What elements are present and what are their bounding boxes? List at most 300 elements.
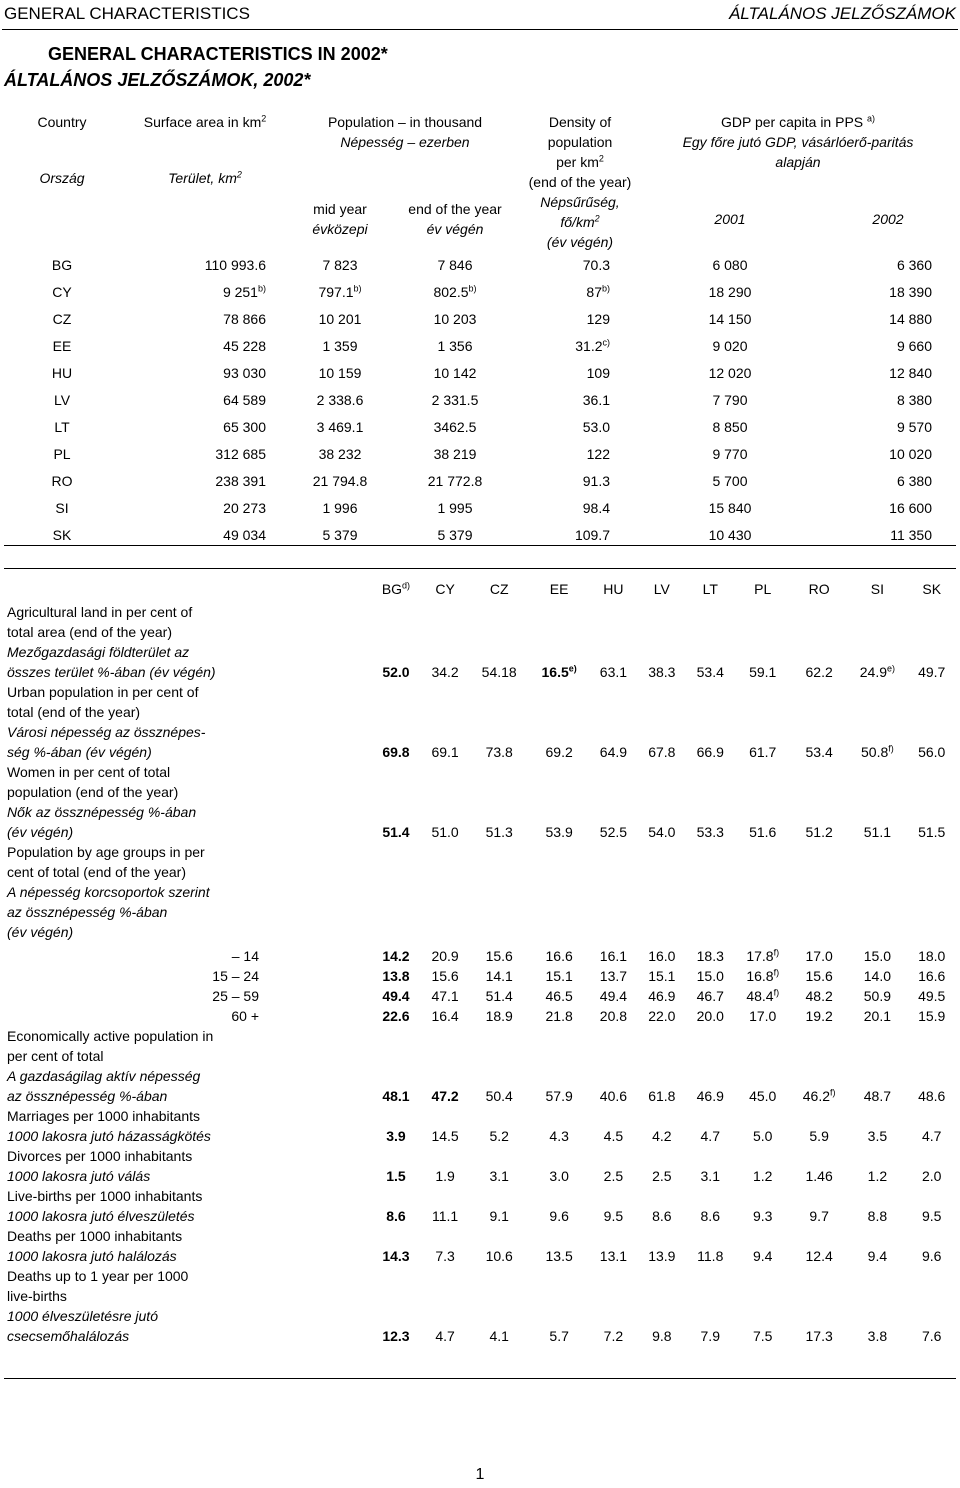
label-hu-line: (év végén) [7,924,74,940]
country-row [4,306,956,333]
page-title-hu: ÁLTALÁNOS JELZŐSZÁMOK, 2002* [4,70,311,90]
value-text: 4.7 [435,1328,455,1344]
running-header-left: GENERAL CHARACTERISTICS [4,4,250,23]
density-header-hu-3: (év végén) [546,234,614,250]
cell-dens [520,306,640,333]
gdp-header [640,112,956,186]
country-row [4,252,956,279]
indicator-value [589,1106,637,1146]
cell-value: 238 391 [215,473,266,489]
country-column-header [847,576,907,602]
indicator-value [529,1006,589,1026]
cell-end [390,279,520,306]
cell-area [120,387,290,414]
country-row [4,360,956,387]
indicator-value [791,842,847,942]
gdp-header-en: GDP per capita in PPS [720,114,864,130]
label-en-line: per cent of total [7,1048,104,1064]
footnote-mark: b) [353,283,362,294]
indicator-value [421,842,469,942]
indicator-value [469,842,529,942]
value-text: 53.4 [805,744,833,760]
value-text: 69.1 [431,744,459,760]
table2-bottom-rule [4,1378,956,1379]
table2-top-rule [4,568,956,569]
cell-value: 9 660 [896,338,932,354]
cell-g2 [820,279,956,306]
indicator-row [4,942,956,966]
label-en-line: population (end of the year) [7,784,179,800]
indicator-row [4,842,956,942]
value-text: 51.4 [382,824,410,840]
cell-value: 15 840 [708,500,752,516]
indicator-value [529,762,589,842]
footnote-mark: f) [830,1087,836,1098]
indicator-value [686,986,734,1006]
footnote-mark: f) [888,743,894,754]
density-header-en-2: per km [556,154,599,170]
indicator-value [371,1186,421,1226]
cell-value: 3462.5 [433,419,477,435]
indicator-row [4,682,956,762]
cell-g2 [820,468,956,495]
value-text: 9.4 [752,1248,773,1264]
label-en-line: Agricultural land in per cent of [7,604,193,620]
indicator-value [686,602,734,682]
indicator-value [791,762,847,842]
value-text: 73.8 [485,744,513,760]
value-text: 54.18 [481,664,517,680]
indicator-value [686,1226,734,1266]
cell-end [390,441,520,468]
value-text: 12.3 [382,1328,410,1344]
cell-value: 110 993.6 [204,257,266,273]
t2-corner [4,576,371,602]
cell-mid [290,441,390,468]
indicator-value [791,682,847,762]
cell-value: 98.4 [582,500,610,516]
value-text: 48.2 [805,988,833,1004]
cell-value: 9 570 [896,419,932,435]
value-text: 15.1 [545,968,573,984]
cell-value: 18 290 [708,284,752,300]
indicator-value [529,1026,589,1106]
indicator-value [907,602,956,682]
density-header-en-1: Density of population [547,114,613,150]
cell-area [120,414,290,441]
cell-area [120,306,290,333]
cell-g1 [640,252,820,279]
footnote-mark: b) [601,283,610,294]
value-text: 16.1 [599,948,628,964]
label-hu-line: ség %-ában (év végén) [7,744,152,760]
label-en-line: Deaths up to 1 year per 1000 [7,1268,189,1284]
indicator-value [469,1146,529,1186]
value-text: 2.0 [921,1168,942,1184]
indicator-row [4,762,956,842]
cell-value: 64 589 [223,392,266,408]
cell-value: 78 866 [223,311,266,327]
indicator-value [421,1026,469,1106]
indicator-value [734,602,790,682]
cell-value: 65 300 [223,419,266,435]
column-label: LT [702,581,718,597]
cell-end [390,468,520,495]
cell-value: 38 232 [318,446,362,462]
indicator-value [638,966,686,986]
country-column-header [734,576,790,602]
column-label: BG [381,581,403,597]
value-text: 13.1 [599,1248,628,1264]
indicator-value [791,986,847,1006]
value-text: 9.3 [752,1208,773,1224]
indicator-value [371,842,421,942]
value-text: 49.7 [918,664,946,680]
indicator-value [529,682,589,762]
indicator-value [686,942,734,966]
indicator-value [734,1106,790,1146]
country-column-header [638,576,686,602]
cell-value: 14 880 [889,311,932,327]
indicator-value [847,1226,907,1266]
value-text: 59.1 [749,664,777,680]
area-header: Surface area in $km^2$ Terület, $km^2$ [143,113,267,186]
value-text: 5.0 [752,1128,773,1144]
cell-dens [520,252,640,279]
indicator-value [421,1226,469,1266]
value-text: 52.5 [599,824,628,840]
cell-area [120,333,290,360]
indicator-value [734,1026,790,1106]
label-hu-line: Mezőgazdasági földterület az [7,644,190,660]
cell-value: 12 020 [708,365,752,381]
cell-g1 [640,333,820,360]
cell-value: 1 996 [322,500,358,516]
indicator-value [686,842,734,942]
label-en-line: cent of total (end of the year) [7,864,186,880]
country-code: CZ [52,311,72,327]
value-text: 18.9 [485,1008,513,1024]
cell-g2 [820,441,956,468]
value-text: 7.3 [435,1248,455,1264]
value-text: 4.2 [652,1128,672,1144]
indicator-value [638,842,686,942]
density-header-hu-1: Népsűrűség, [540,194,620,210]
label-hu-line: A gazdaságilag aktív népesség [7,1068,201,1084]
value-text: 11.8 [697,1248,724,1264]
cell-g1 [640,468,820,495]
value-text: 46.5 [545,988,573,1004]
indicator-value [686,682,734,762]
indicator-value [847,1186,907,1226]
cell-end [390,333,520,360]
value-text: 14.1 [485,968,513,984]
indicator-value [847,1266,907,1346]
value-text: 15.6 [485,948,513,964]
label-hu-line: összes terület %-ában (év végén) [7,664,216,680]
cell-mid [290,495,390,522]
value-text: 51.1 [863,824,892,840]
cell-value: 9 770 [712,446,748,462]
value-text: 20.0 [696,1008,724,1024]
demographic-indicators-table [4,576,956,1346]
cell-value: 1 356 [437,338,473,354]
label-hu-line: az össznépesség %-ában [7,904,168,920]
country-column-header [791,576,847,602]
indicator-value [734,966,790,986]
cell-area [120,468,290,495]
indicator-value [907,1186,956,1226]
label-hu-line: 1000 lakosra jutó válás [7,1168,151,1184]
indicator-row [4,1146,956,1186]
cell-mid [290,468,390,495]
country-row [4,387,956,414]
label-en-line: Live-births per 1000 inhabitants [7,1188,203,1204]
value-text: 13.9 [648,1248,676,1264]
indicator-value [371,1266,421,1346]
cell-dens [520,441,640,468]
value-text: 9.4 [867,1248,888,1264]
cell-g1 [640,441,820,468]
indicator-value [421,682,469,762]
indicator-value [638,682,686,762]
indicator-value [791,942,847,966]
indicator-value [847,966,907,986]
value-text: 53.3 [696,824,724,840]
indicator-row [4,1106,956,1146]
country-column-header [421,576,469,602]
value-text: 8.6 [700,1208,720,1224]
country-row [4,279,956,306]
value-text: 49.4 [599,988,628,1004]
value-text: 12.4 [805,1248,833,1264]
cell-mid [290,306,390,333]
cell-value: 1 995 [437,500,473,516]
indicator-value [371,1226,421,1266]
cell-value: 49 034 [223,527,266,543]
indicator-value [529,1266,589,1346]
country-code: EE [52,338,72,354]
cell-value: 21 794.8 [312,473,368,489]
value-text: 13.8 [382,968,410,984]
cell-value: 53.0 [582,419,610,435]
value-text: 16.6 [545,948,573,964]
cell-value: 38 219 [433,446,477,462]
cell-value: 5 379 [322,527,358,543]
indicator-value [589,682,637,762]
indicator-value [686,966,734,986]
indicator-value [847,1006,907,1026]
cell-value: 8 850 [712,419,748,435]
indicator-value [686,762,734,842]
indicator-value [589,842,637,942]
value-text: 9.8 [652,1328,672,1344]
indicator-value [686,1186,734,1226]
cell-value: 797.1 [318,284,354,300]
indicator-value [791,1026,847,1106]
indicator-value [589,942,637,966]
value-text: 8.6 [386,1208,406,1224]
age-group-label: – 14 [231,948,259,964]
indicator-value [791,966,847,986]
indicator-value [469,602,529,682]
cell-value: 18 390 [889,284,932,300]
cell-area [120,495,290,522]
country-code: SI [55,500,69,516]
indicator-value [371,762,421,842]
value-text: 49.4 [382,988,410,1004]
indicator-value [469,682,529,762]
cell-g1 [640,279,820,306]
country-column-header [589,576,637,602]
indicator-value [847,942,907,966]
value-text: 16.8 [746,968,774,984]
area-header-hu: Terület, km [168,170,237,186]
cell-value: 70.3 [582,257,610,273]
value-text: 7.9 [700,1328,720,1344]
country-row [4,414,956,441]
age-group-label: 25 – 59 [212,988,259,1004]
cell-value: 14 150 [708,311,752,327]
country-column-header [469,576,529,602]
cell-value: 11 350 [890,527,932,543]
column-label: EE [549,581,569,597]
value-text: 14.5 [431,1128,459,1144]
column-label: SK [922,581,942,597]
value-text: 66.9 [696,744,724,760]
footnote-mark: b) [468,283,477,294]
column-label: CY [435,581,455,597]
value-text: 16.6 [918,968,946,984]
value-text: 46.9 [648,988,676,1004]
indicator-value [638,762,686,842]
indicator-row [4,966,956,986]
value-text: 34.2 [431,664,459,680]
cell-area [120,252,290,279]
value-text: 51.0 [431,824,459,840]
value-text: 3.0 [549,1168,569,1184]
indicator-value [371,942,421,966]
cell-mid [290,387,390,414]
indicator-value [638,1146,686,1186]
cell-value: 9 020 [712,338,748,354]
country-code: BG [51,257,73,273]
value-text: 51.4 [485,988,513,1004]
footnote-mark: e) [887,663,896,674]
value-text: 15.6 [805,968,833,984]
indicator-label [4,1006,371,1026]
value-text: 47.1 [431,988,459,1004]
column-label: PL [754,581,772,597]
cell-g1 [640,495,820,522]
indicator-value [371,682,421,762]
label-hu-line: 1000 lakosra jutó halálozás [7,1248,177,1264]
country-code: SK [52,527,72,543]
value-text: 69.2 [545,744,573,760]
cell-value: 122 [586,446,610,462]
cell-dens [520,360,640,387]
indicator-value [638,1106,686,1146]
value-text: 53.9 [545,824,573,840]
value-text: 4.5 [603,1128,624,1144]
indicator-value [791,1226,847,1266]
value-text: 61.7 [749,744,777,760]
footnote-mark: d) [402,580,411,591]
cell-value: 31.2 [575,338,603,354]
indicator-value [734,1186,790,1226]
label-hu-line: csecsemőhalálozás [7,1328,130,1344]
indicator-value [686,1006,734,1026]
cell-mid [290,414,390,441]
value-text: 9.7 [809,1208,829,1224]
value-text: 62.2 [805,664,833,680]
column-label: LV [653,581,670,597]
country-row [4,441,956,468]
value-text: 8.6 [652,1208,672,1224]
value-text: 17.3 [805,1328,833,1344]
value-text: 14.3 [382,1248,410,1264]
indicator-value [371,986,421,1006]
indicator-value [529,986,589,1006]
indicator-value [686,1026,734,1106]
indicator-value [421,1006,469,1026]
density-header-en-3: (end of the year) [528,174,632,190]
cell-value: 10 142 [433,365,477,381]
value-text: 47.2 [431,1088,459,1104]
indicator-value [686,1106,734,1146]
cell-value: 10 159 [318,365,362,381]
value-text: 51.6 [749,824,777,840]
value-text: 10.6 [485,1248,513,1264]
running-header-right: ÁLTALÁNOS JELZŐSZÁMOK [728,4,956,23]
value-text: 7.5 [752,1328,773,1344]
indicator-value [469,762,529,842]
cell-value: 312 685 [215,446,266,462]
indicator-value [686,1146,734,1186]
value-text: 67.8 [648,744,676,760]
label-hu-line: az össznépesség %-ában [7,1088,168,1104]
label-en-line: total area (end of the year) [7,624,172,640]
t1-header-row-1 [4,112,956,186]
indicator-value [791,1106,847,1146]
indicator-value [421,986,469,1006]
cell-g1 [640,387,820,414]
value-text: 17.0 [749,1008,777,1024]
cell-g2 [820,252,956,279]
column-label: CZ [489,581,509,597]
label-hu-line: 1000 lakosra jutó házasságkötés [7,1128,211,1144]
value-text: 13.5 [545,1248,573,1264]
indicator-value [638,1226,686,1266]
cell-area [120,441,290,468]
area-header-en: Surface area in km [143,114,262,130]
cell-value: 91.3 [582,473,610,489]
label-en-line: live-births [7,1288,67,1304]
indicator-value [589,1146,637,1186]
indicator-row [4,1266,956,1346]
value-text: 51.5 [918,824,946,840]
indicator-row [4,1186,956,1226]
indicator-value [791,1146,847,1186]
value-text: 51.2 [805,824,833,840]
indicator-value [421,942,469,966]
cell-mid [290,252,390,279]
cell-value: 129 [586,311,610,327]
value-text: 15.6 [431,968,459,984]
indicator-value [421,966,469,986]
cell-dens [520,279,640,306]
indicator-value [686,1266,734,1346]
